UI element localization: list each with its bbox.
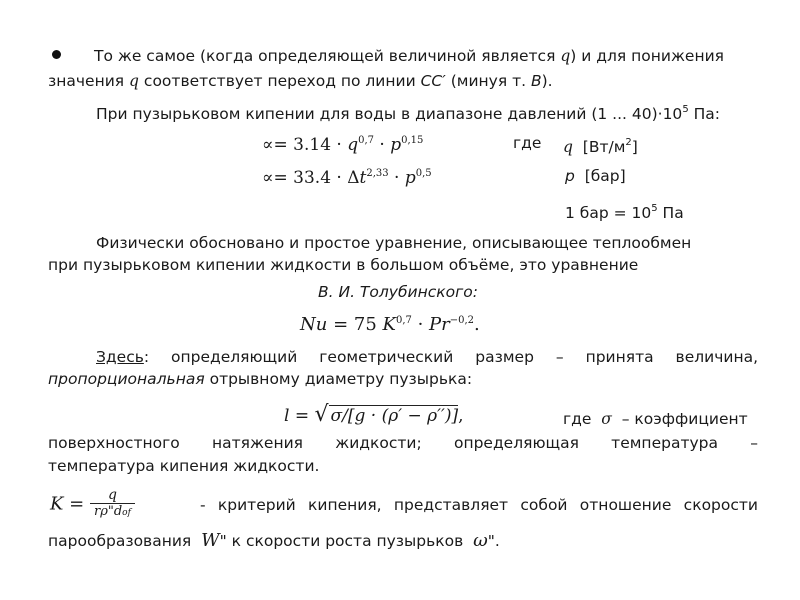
text-line-1 <box>94 46 724 66</box>
line2-c: (минуя т. <box>450 72 527 90</box>
formula-nusselt: Nu = 75 $K^{0,7} \cdot Pr^{-0,2}$. <box>300 314 480 335</box>
para4-line3: температура кипения жидкости. <box>48 457 320 475</box>
bullet-point <box>52 50 61 59</box>
line1-end: ) и для понижения <box>570 47 724 65</box>
unit-q: q $[Вт/м^2]$ <box>563 137 638 156</box>
line2-a: значения <box>48 72 125 90</box>
text-line-3 <box>96 100 720 124</box>
author-name: В. И. Толубинского: <box>318 283 478 301</box>
line1-text: То же самое (когда определяющей величиной является <box>94 47 556 65</box>
fraction-k: $\frac{q}{\text{rρ"dof}}$ <box>90 488 135 521</box>
para4-line2: поверхностного натяжения жидкости; определяющая температура – <box>48 434 758 452</box>
formula-alpha-q: ∝= $3.14 \cdot q^{0,7} \cdot p^{0,15}$ <box>262 135 424 155</box>
para5-line2: парообразования W" к скорости роста пузырьков ω". <box>48 530 500 551</box>
para2-line2: при пузырьковом кипении жидкости в большом объёме, это уравнение <box>48 256 639 274</box>
para3-line2: пропорциональная отрывному диаметру пузырька: <box>48 370 473 388</box>
bar-conversion: 1 бар = $10^5$ Па <box>565 203 684 222</box>
cc-line: CC′ <box>420 72 446 90</box>
para3-line1: Здесь: определяющий геометрический размер – принята величина, <box>96 348 758 366</box>
q-symbol-2: q <box>129 72 139 90</box>
point-b: B <box>530 72 542 90</box>
para5-line1: - критерий кипения, представляет собой отношение скорости <box>200 496 758 514</box>
line3-end: Па: <box>688 105 720 123</box>
where-label: где <box>513 134 542 152</box>
sqrt-sign: √ <box>314 402 329 427</box>
formula-alpha-dt: ∝= $33.4 \cdot \Delta t^{2,33} \cdot p^{0,5}$ <box>262 168 432 188</box>
formula-k: K = $\frac{q}{\text{rρ"dof}}$ <box>50 488 135 521</box>
formula-length: l = √ σ/[g · (ρ′ − ρ′′)], <box>284 402 464 427</box>
q-symbol: q <box>560 47 571 65</box>
text-line-2 <box>48 71 553 91</box>
line2-b: соответствует переход по линии <box>143 72 416 90</box>
unit-p: p [бар] <box>565 167 626 185</box>
line2-d: ). <box>541 72 553 90</box>
line3-text: При пузырьковом кипении для воды в диапазоне давлений (1 ... 40)·10 <box>96 105 683 123</box>
para2-line1: Физически обосновано и простое уравнение, описывающее теплообмен <box>96 234 692 252</box>
line3-exponent: 5 <box>682 104 689 115</box>
para4-line1: где σ – коэффициент <box>563 410 748 428</box>
